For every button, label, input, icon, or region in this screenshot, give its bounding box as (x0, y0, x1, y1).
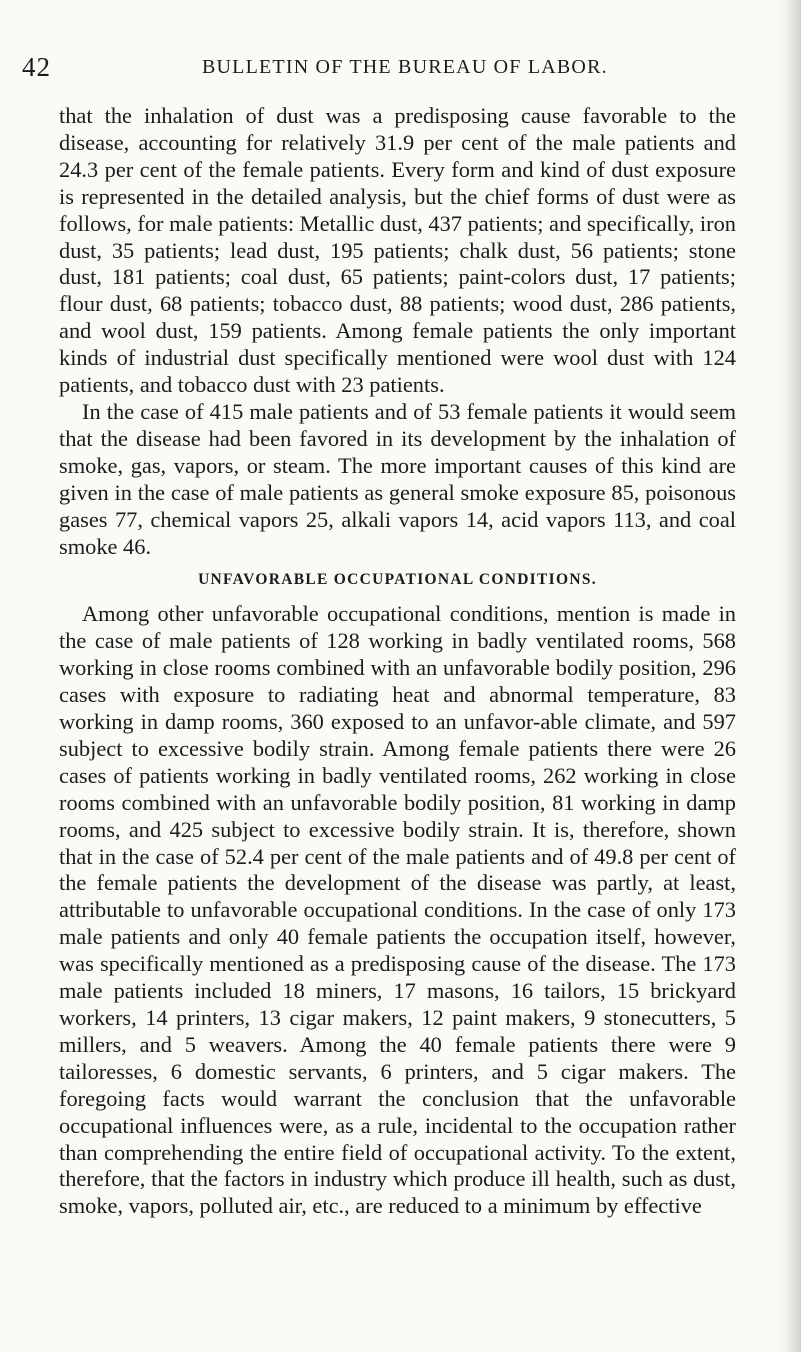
paragraph-dust: that the inhalation of dust was a predisposing cause favorable to the disease, accounting for relatively 31.9 per cent of the male patients and 24.3 per cent of the female patients. Every form and kind of dust exposure is represented in the detailed analysis, but the chief forms of dust were as follows, for male patients: Metallic dust, 437 patients; and specifically, iron dust, 35 patients; lead dust, 195 patients; chalk dust, 56 patients; stone dust, 181 patients; coal dust, 65 patients; paint-colors dust, 17 patients; flour dust, 68 patients; tobacco dust, 88 patients; wood dust, 286 patients, and wool dust, 159 patients. Among female patients the only important kinds of industrial dust specifically mentioned were wool dust with 124 patients, and tobacco dust with 23 patients. (59, 103, 736, 398)
body-text (59, 103, 736, 1220)
paragraph-occupational-conditions: Among other unfavorable occupational conditions, mention is made in the case of male patients of 128 working in badly ventilated rooms, 568 working in close rooms combined with an unfavorable bodily position, 296 cases with exposure to radiating heat and abnormal temperature, 83 working in damp rooms, 360 exposed to an unfavor-able climate, and 597 subject to excessive bodily strain. Among female patients there were 26 cases of patients working in badly ventilated rooms, 262 working in close rooms combined with an unfavorable bodily position, 81 working in damp rooms, and 425 subject to excessive bodily strain. It is, therefore, shown that in the case of 52.4 per cent of the male patients and of 49.8 per cent of the female patients the development of the disease was partly, at least, attributable to unfavorable occupational conditions. In the case of only 173 male patients and only 40 female patients the occupation itself, however, was specifically mentioned as a predisposing cause of the disease. The 173 male patients included 18 miners, 17 masons, 16 tailors, 15 brickyard workers, 14 printers, 13 cigar makers, 12 paint makers, 9 stonecutters, 5 millers, and 5 weavers. Among the 40 female patients there were 9 tailoresses, 6 domestic servants, 6 printers, and 5 cigar makers. The foregoing facts would warrant the conclusion that the unfavorable occupational influences were, as a rule, incidental to the occupation rather than comprehending the entire field of occupational activity. To the extent, therefore, that the factors in industry which produce ill health, such as dust, smoke, vapors, polluted air, etc., are reduced to a minimum by effective (59, 601, 736, 1219)
page-number: 42 (22, 52, 51, 82)
page-edge-shadow (777, 0, 801, 1352)
running-head: BULLETIN OF THE BUREAU OF LABOR. (202, 56, 608, 78)
paragraph-smoke: In the case of 415 male patients and of 53 female patients it would seem that the disease had been favored in its development by the inhalation of smoke, gas, vapors, or steam. The more important causes of this kind are given in the case of male patients as general smoke exposure 85, poisonous gases 77, chemical vapors 25, alkali vapors 14, acid vapors 113, and coal smoke 46. (59, 398, 736, 559)
page-header (22, 47, 734, 87)
section-heading: UNFAVORABLE OCCUPATIONAL CONDITIONS. (198, 571, 597, 589)
